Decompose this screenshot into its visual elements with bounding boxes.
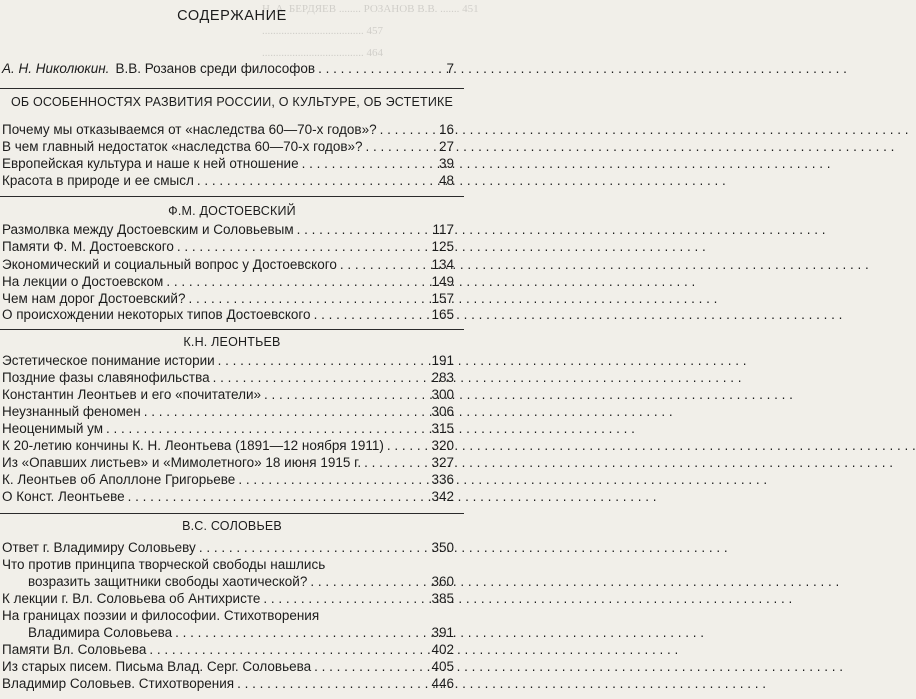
entry-page: 39 [438,156,454,171]
dot-leader [199,539,429,556]
toc-entry[interactable] [2,386,454,403]
toc-entry-title-line[interactable]: Что против принципа творческой свободы нашлись [2,557,326,572]
dot-leader [366,138,436,155]
entry-title: Чем нам дорог Достоевский? [2,291,186,306]
section-heading: ОБ ОСОБЕННОСТЯХ РАЗВИТИЯ РОССИИ, О КУЛЬТУРЕ, ОБ ЭСТЕТИКЕ [10,95,454,109]
dot-leader [380,121,436,138]
entry-title: Владимира Соловьева [28,625,173,640]
entry-page: 342 [431,489,454,504]
entry-title: Европейская культура и наше к ней отношение [2,156,299,171]
toc-entry[interactable] [2,273,454,290]
toc-entry[interactable] [28,624,454,641]
toc-entry[interactable] [2,221,454,238]
entry-title: На лекции о Достоевском [2,274,164,289]
entry-title: В чем главный недостаток «наследства 60—70-х годов»? [2,139,363,154]
section-heading: К.Н. ЛЕОНТЬЕВ [183,335,281,349]
dot-leader [310,573,428,590]
toc-entry[interactable] [2,437,454,454]
entry-title: Почему мы отказываемся от «наследства 60—70-х годов»? [2,122,377,137]
dot-leader [314,306,429,323]
toc-entry[interactable] [2,256,454,273]
dot-leader [149,641,428,658]
entry-page: 306 [431,404,454,419]
dot-leader [177,238,429,255]
toc-entry[interactable] [2,539,454,556]
entry-page: 16 [438,122,454,137]
section-rule [0,329,464,330]
entry-page: 125 [431,239,454,254]
toc-entry[interactable] [2,172,454,189]
entry-page: 48 [438,173,454,188]
entry-page: 336 [431,472,454,487]
toc-entry[interactable] [2,369,454,386]
entry-author: А. Н. Николюкин. [2,61,110,76]
entry-title: Красота в природе и ее смысл [2,173,194,188]
entry-title: Неузнанный феномен [2,404,141,419]
dot-leader [387,437,429,454]
dot-leader [128,488,429,505]
entry-title: Памяти Ф. М. Достоевского [2,239,174,254]
entry-page: 27 [438,139,454,154]
toc-entry[interactable] [2,658,454,675]
entry-page: 446 [431,676,454,691]
toc-entry[interactable] [2,488,454,505]
section-heading: В.С. СОЛОВЬЕВ [182,519,282,533]
section-heading: Ф.М. ДОСТОЕВСКИЙ [168,204,296,218]
toc-entry[interactable] [2,138,454,155]
dot-leader [188,290,428,307]
dot-leader [318,60,443,77]
entry-page: 350 [431,540,454,555]
toc-entry[interactable] [2,121,454,138]
entry-title: О происхождении некоторых типов Достоевского [2,307,311,322]
toc-entry[interactable] [2,420,454,437]
entry-page: 315 [431,421,454,436]
entry-page: 149 [431,274,454,289]
entry-title: Поздние фазы славянофильства [2,370,210,385]
entry-page: 327 [431,455,454,470]
toc-entry[interactable] [2,590,454,607]
entry-title: В.В. Розанов среди философов [115,61,316,76]
entry-page: 191 [431,353,454,368]
entry-page: 402 [431,642,454,657]
show-through-text: Н. А. БЕРДЯЕВ ........ РОЗАНОВ В.В. ....... 451 [262,3,479,15]
dot-leader [166,273,428,290]
toc-entry[interactable] [2,238,454,255]
entry-page: 360 [431,574,454,589]
entry-page: 283 [431,370,454,385]
dot-leader [238,471,428,488]
dot-leader [175,624,428,641]
toc-entry-intro[interactable] [2,60,454,77]
entry-title: К. Леонтьев об Аполлоне Григорьеве [2,472,236,487]
entry-title: Ответ г. Владимиру Соловьеву [2,540,196,555]
entry-page: 391 [431,625,454,640]
dot-leader [302,155,436,172]
entry-page: 157 [431,291,454,306]
entry-title: Из старых писем. Письма Влад. Серг. Соловьева [2,659,312,674]
entry-page: 405 [431,659,454,674]
entry-title: К 20-летию кончины К. Н. Леонтьева (1891—12 ноября 1911) [2,438,384,453]
dot-leader [218,352,429,369]
entry-title: Размолвка между Достоевским и Соловьевым [2,222,294,237]
entry-title: Неоценимый ум [2,421,104,436]
dot-leader [144,403,429,420]
dot-leader [297,221,430,238]
toc-entry[interactable] [2,290,454,307]
toc-entry[interactable] [2,155,454,172]
entry-title: О Конст. Леонтьеве [2,489,125,504]
entry-page: 385 [431,591,454,606]
entry-page: 134 [431,257,454,272]
entry-title: Из «Опавших листьев» и «Мимолетного» 18 июня 1915 г. [2,455,362,470]
dot-leader [264,386,428,403]
toc-entry[interactable] [2,675,454,692]
entry-title: Памяти Вл. Соловьева [2,642,147,657]
entry-page: 165 [431,307,454,322]
toc-entry[interactable] [2,352,454,369]
toc-entry[interactable] [2,403,454,420]
show-through-text: ..................................... 464 [262,47,383,59]
dot-leader [197,172,436,189]
dot-leader [237,675,428,692]
entry-title: К лекции г. Вл. Соловьева об Антихристе [2,591,261,606]
section-rule [0,196,464,197]
contents-heading: СОДЕРЖАНИЕ [177,8,287,24]
show-through-text: ..................................... 457 [262,25,383,37]
entry-title: Экономический и социальный вопрос у Достоевского [2,257,337,272]
dot-leader [263,590,428,607]
toc-entry[interactable] [2,454,454,471]
toc-entry[interactable] [2,471,454,488]
section-rule [0,513,464,514]
toc-entry[interactable] [2,306,454,323]
entry-title: Константин Леонтьев и его «почитатели» [2,387,262,402]
entry-page: 7 [446,61,454,76]
dot-leader [314,658,428,675]
entry-title: Эстетическое понимание истории [2,353,215,368]
dot-leader [213,369,429,386]
entry-page: 320 [431,438,454,453]
entry-page: 117 [432,222,454,237]
section-rule [0,88,464,89]
entry-title: возразить защитники свободы хаотической? [28,574,308,589]
dot-leader [340,256,429,273]
entry-page: 300 [431,387,454,402]
toc-entry[interactable] [2,641,454,658]
toc-entry[interactable] [28,573,454,590]
dot-leader [364,454,428,471]
entry-title: Владимир Соловьев. Стихотворения [2,676,235,691]
dot-leader [106,420,428,437]
toc-entry-title-line[interactable]: На границах поэзии и философии. Стихотворения [2,608,320,623]
